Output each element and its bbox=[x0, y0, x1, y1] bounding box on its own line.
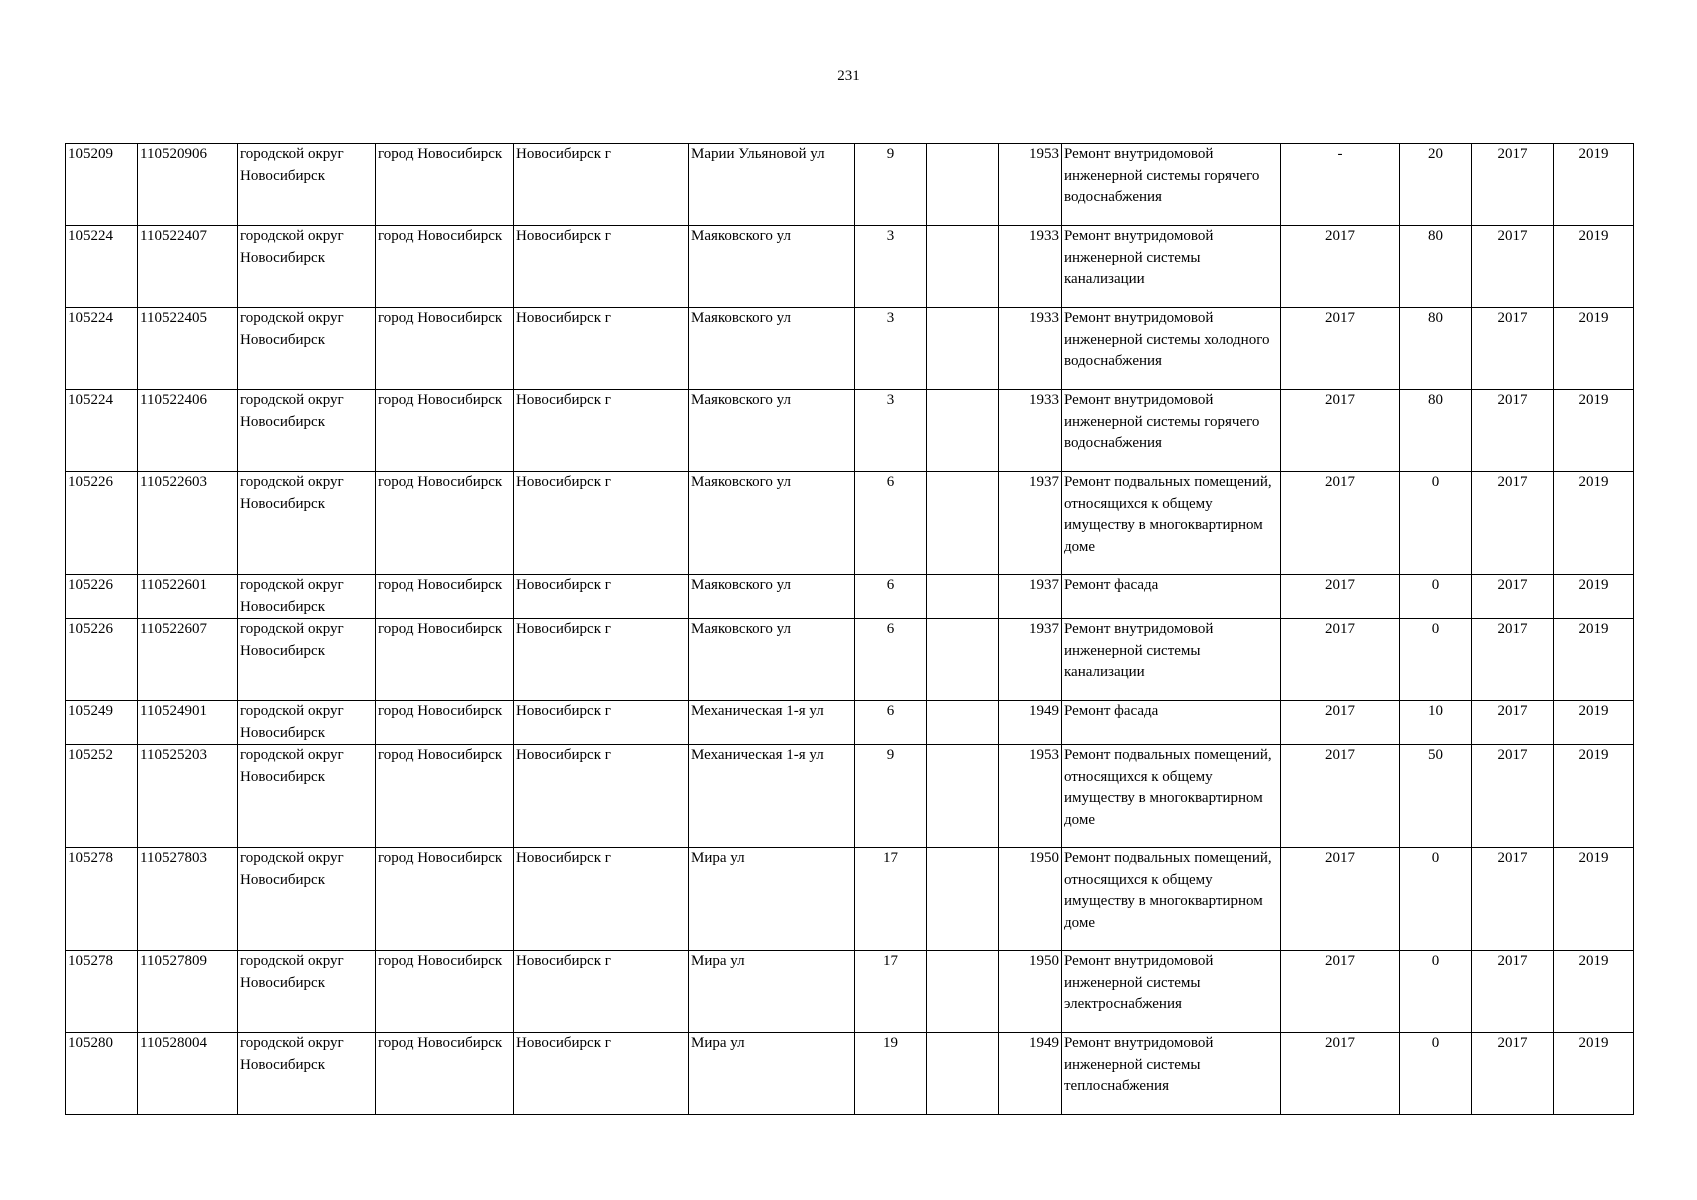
end-year-cell: 2019 bbox=[1554, 1033, 1634, 1115]
end-year-cell: 2019 bbox=[1554, 745, 1634, 848]
wear-percent-cell: 0 bbox=[1400, 575, 1472, 619]
year-built-cell: 1953 bbox=[999, 745, 1062, 848]
building-cell bbox=[927, 848, 999, 951]
house-number-cell: 3 bbox=[855, 308, 927, 390]
work-type-cell: Ремонт фасада bbox=[1062, 701, 1281, 745]
settlement-cell: город Новосибирск bbox=[376, 745, 514, 848]
wear-percent-cell: 10 bbox=[1400, 701, 1472, 745]
element-id-cell: 110522407 bbox=[138, 226, 238, 308]
building-cell bbox=[927, 619, 999, 701]
table-row bbox=[66, 951, 1634, 1033]
start-year-cell: 2017 bbox=[1472, 848, 1554, 951]
registry-table bbox=[65, 143, 1634, 1115]
last-repair-year-cell: 2017 bbox=[1281, 390, 1400, 472]
year-built-cell: 1953 bbox=[999, 144, 1062, 226]
building-cell bbox=[927, 1033, 999, 1115]
last-repair-year-cell: 2017 bbox=[1281, 701, 1400, 745]
house-number-cell: 17 bbox=[855, 951, 927, 1033]
row-id-cell: 105226 bbox=[66, 472, 138, 575]
row-id-cell: 105278 bbox=[66, 951, 138, 1033]
last-repair-year-cell: 2017 bbox=[1281, 848, 1400, 951]
start-year-cell: 2017 bbox=[1472, 1033, 1554, 1115]
street-cell: Маяковского ул bbox=[689, 390, 855, 472]
municipality-cell: городской округ Новосибирск bbox=[238, 390, 376, 472]
settlement-cell: город Новосибирск bbox=[376, 390, 514, 472]
element-id-cell: 110520906 bbox=[138, 144, 238, 226]
municipality-cell: городской округ Новосибирск bbox=[238, 472, 376, 575]
end-year-cell: 2019 bbox=[1554, 848, 1634, 951]
settlement-cell: город Новосибирск bbox=[376, 575, 514, 619]
last-repair-year-cell: 2017 bbox=[1281, 1033, 1400, 1115]
end-year-cell: 2019 bbox=[1554, 951, 1634, 1033]
element-id-cell: 110522406 bbox=[138, 390, 238, 472]
street-cell: Маяковского ул bbox=[689, 308, 855, 390]
house-number-cell: 6 bbox=[855, 619, 927, 701]
work-type-cell: Ремонт фасада bbox=[1062, 575, 1281, 619]
element-id-cell: 110528004 bbox=[138, 1033, 238, 1115]
settlement-cell: город Новосибирск bbox=[376, 701, 514, 745]
end-year-cell: 2019 bbox=[1554, 144, 1634, 226]
municipality-cell: городской округ Новосибирск bbox=[238, 144, 376, 226]
building-cell bbox=[927, 951, 999, 1033]
table-row bbox=[66, 1033, 1634, 1115]
wear-percent-cell: 50 bbox=[1400, 745, 1472, 848]
city-cell: Новосибирск г bbox=[514, 619, 689, 701]
work-type-cell: Ремонт внутридомовой инженерной системы теплоснабжения bbox=[1062, 1033, 1281, 1115]
end-year-cell: 2019 bbox=[1554, 701, 1634, 745]
city-cell: Новосибирск г bbox=[514, 308, 689, 390]
city-cell: Новосибирск г bbox=[514, 745, 689, 848]
start-year-cell: 2017 bbox=[1472, 619, 1554, 701]
building-cell bbox=[927, 701, 999, 745]
start-year-cell: 2017 bbox=[1472, 575, 1554, 619]
end-year-cell: 2019 bbox=[1554, 390, 1634, 472]
wear-percent-cell: 80 bbox=[1400, 308, 1472, 390]
settlement-cell: город Новосибирск bbox=[376, 951, 514, 1033]
last-repair-year-cell: 2017 bbox=[1281, 308, 1400, 390]
wear-percent-cell: 0 bbox=[1400, 619, 1472, 701]
year-built-cell: 1937 bbox=[999, 619, 1062, 701]
settlement-cell: город Новосибирск bbox=[376, 472, 514, 575]
element-id-cell: 110522405 bbox=[138, 308, 238, 390]
year-built-cell: 1949 bbox=[999, 701, 1062, 745]
row-id-cell: 105224 bbox=[66, 226, 138, 308]
end-year-cell: 2019 bbox=[1554, 226, 1634, 308]
city-cell: Новосибирск г bbox=[514, 848, 689, 951]
last-repair-year-cell: 2017 bbox=[1281, 472, 1400, 575]
element-id-cell: 110524901 bbox=[138, 701, 238, 745]
start-year-cell: 2017 bbox=[1472, 226, 1554, 308]
last-repair-year-cell: 2017 bbox=[1281, 226, 1400, 308]
element-id-cell: 110527809 bbox=[138, 951, 238, 1033]
house-number-cell: 9 bbox=[855, 144, 927, 226]
row-id-cell: 105209 bbox=[66, 144, 138, 226]
end-year-cell: 2019 bbox=[1554, 472, 1634, 575]
city-cell: Новосибирск г bbox=[514, 1033, 689, 1115]
work-type-cell: Ремонт внутридомовой инженерной системы канализации bbox=[1062, 619, 1281, 701]
street-cell: Мира ул bbox=[689, 848, 855, 951]
work-type-cell: Ремонт подвальных помещений, относящихся к общему имуществу в многоквартирном доме bbox=[1062, 472, 1281, 575]
settlement-cell: город Новосибирск bbox=[376, 619, 514, 701]
last-repair-year-cell: - bbox=[1281, 144, 1400, 226]
work-type-cell: Ремонт внутридомовой инженерной системы холодного водоснабжения bbox=[1062, 308, 1281, 390]
start-year-cell: 2017 bbox=[1472, 951, 1554, 1033]
house-number-cell: 3 bbox=[855, 390, 927, 472]
street-cell: Марии Ульяновой ул bbox=[689, 144, 855, 226]
street-cell: Механическая 1-я ул bbox=[689, 701, 855, 745]
page-number: 231 bbox=[837, 68, 860, 84]
settlement-cell: город Новосибирск bbox=[376, 144, 514, 226]
year-built-cell: 1937 bbox=[999, 472, 1062, 575]
city-cell: Новосибирск г bbox=[514, 144, 689, 226]
municipality-cell: городской округ Новосибирск bbox=[238, 1033, 376, 1115]
wear-percent-cell: 0 bbox=[1400, 472, 1472, 575]
row-id-cell: 105224 bbox=[66, 308, 138, 390]
table-row bbox=[66, 848, 1634, 951]
street-cell: Мира ул bbox=[689, 951, 855, 1033]
table-row bbox=[66, 390, 1634, 472]
building-cell bbox=[927, 575, 999, 619]
year-built-cell: 1933 bbox=[999, 308, 1062, 390]
element-id-cell: 110525203 bbox=[138, 745, 238, 848]
table-row bbox=[66, 226, 1634, 308]
table-row bbox=[66, 745, 1634, 848]
wear-percent-cell: 0 bbox=[1400, 1033, 1472, 1115]
table-row bbox=[66, 472, 1634, 575]
wear-percent-cell: 20 bbox=[1400, 144, 1472, 226]
work-type-cell: Ремонт внутридомовой инженерной системы горячего водоснабжения bbox=[1062, 390, 1281, 472]
municipality-cell: городской округ Новосибирск bbox=[238, 619, 376, 701]
row-id-cell: 105278 bbox=[66, 848, 138, 951]
house-number-cell: 9 bbox=[855, 745, 927, 848]
municipality-cell: городской округ Новосибирск bbox=[238, 308, 376, 390]
row-id-cell: 105224 bbox=[66, 390, 138, 472]
start-year-cell: 2017 bbox=[1472, 701, 1554, 745]
city-cell: Новосибирск г bbox=[514, 472, 689, 575]
street-cell: Маяковского ул bbox=[689, 472, 855, 575]
element-id-cell: 110522601 bbox=[138, 575, 238, 619]
street-cell: Маяковского ул bbox=[689, 619, 855, 701]
municipality-cell: городской округ Новосибирск bbox=[238, 848, 376, 951]
work-type-cell: Ремонт внутридомовой инженерной системы горячего водоснабжения bbox=[1062, 144, 1281, 226]
city-cell: Новосибирск г bbox=[514, 226, 689, 308]
work-type-cell: Ремонт подвальных помещений, относящихся к общему имуществу в многоквартирном доме bbox=[1062, 848, 1281, 951]
work-type-cell: Ремонт внутридомовой инженерной системы электроснабжения bbox=[1062, 951, 1281, 1033]
row-id-cell: 105280 bbox=[66, 1033, 138, 1115]
element-id-cell: 110522603 bbox=[138, 472, 238, 575]
building-cell bbox=[927, 472, 999, 575]
last-repair-year-cell: 2017 bbox=[1281, 745, 1400, 848]
table-row bbox=[66, 308, 1634, 390]
building-cell bbox=[927, 745, 999, 848]
building-cell bbox=[927, 226, 999, 308]
year-built-cell: 1933 bbox=[999, 226, 1062, 308]
settlement-cell: город Новосибирск bbox=[376, 848, 514, 951]
municipality-cell: городской округ Новосибирск bbox=[238, 575, 376, 619]
city-cell: Новосибирск г bbox=[514, 951, 689, 1033]
year-built-cell: 1949 bbox=[999, 1033, 1062, 1115]
end-year-cell: 2019 bbox=[1554, 575, 1634, 619]
settlement-cell: город Новосибирск bbox=[376, 308, 514, 390]
house-number-cell: 19 bbox=[855, 1033, 927, 1115]
year-built-cell: 1950 bbox=[999, 848, 1062, 951]
house-number-cell: 6 bbox=[855, 575, 927, 619]
street-cell: Механическая 1-я ул bbox=[689, 745, 855, 848]
settlement-cell: город Новосибирск bbox=[376, 226, 514, 308]
city-cell: Новосибирск г bbox=[514, 701, 689, 745]
end-year-cell: 2019 bbox=[1554, 308, 1634, 390]
row-id-cell: 105226 bbox=[66, 575, 138, 619]
house-number-cell: 6 bbox=[855, 472, 927, 575]
table-row bbox=[66, 701, 1634, 745]
start-year-cell: 2017 bbox=[1472, 144, 1554, 226]
end-year-cell: 2019 bbox=[1554, 619, 1634, 701]
wear-percent-cell: 80 bbox=[1400, 390, 1472, 472]
building-cell bbox=[927, 390, 999, 472]
municipality-cell: городской округ Новосибирск bbox=[238, 745, 376, 848]
house-number-cell: 17 bbox=[855, 848, 927, 951]
start-year-cell: 2017 bbox=[1472, 308, 1554, 390]
start-year-cell: 2017 bbox=[1472, 745, 1554, 848]
row-id-cell: 105249 bbox=[66, 701, 138, 745]
wear-percent-cell: 0 bbox=[1400, 848, 1472, 951]
start-year-cell: 2017 bbox=[1472, 390, 1554, 472]
row-id-cell: 105252 bbox=[66, 745, 138, 848]
element-id-cell: 110527803 bbox=[138, 848, 238, 951]
table-row bbox=[66, 619, 1634, 701]
table-row bbox=[66, 144, 1634, 226]
year-built-cell: 1937 bbox=[999, 575, 1062, 619]
house-number-cell: 3 bbox=[855, 226, 927, 308]
building-cell bbox=[927, 144, 999, 226]
table-row bbox=[66, 575, 1634, 619]
last-repair-year-cell: 2017 bbox=[1281, 575, 1400, 619]
work-type-cell: Ремонт внутридомовой инженерной системы канализации bbox=[1062, 226, 1281, 308]
row-id-cell: 105226 bbox=[66, 619, 138, 701]
last-repair-year-cell: 2017 bbox=[1281, 619, 1400, 701]
street-cell: Маяковского ул bbox=[689, 575, 855, 619]
last-repair-year-cell: 2017 bbox=[1281, 951, 1400, 1033]
work-type-cell: Ремонт подвальных помещений, относящихся к общему имуществу в многоквартирном доме bbox=[1062, 745, 1281, 848]
municipality-cell: городской округ Новосибирск bbox=[238, 701, 376, 745]
street-cell: Мира ул bbox=[689, 1033, 855, 1115]
municipality-cell: городской округ Новосибирск bbox=[238, 226, 376, 308]
city-cell: Новосибирск г bbox=[514, 390, 689, 472]
start-year-cell: 2017 bbox=[1472, 472, 1554, 575]
city-cell: Новосибирск г bbox=[514, 575, 689, 619]
wear-percent-cell: 80 bbox=[1400, 226, 1472, 308]
year-built-cell: 1933 bbox=[999, 390, 1062, 472]
municipality-cell: городской округ Новосибирск bbox=[238, 951, 376, 1033]
house-number-cell: 6 bbox=[855, 701, 927, 745]
building-cell bbox=[927, 308, 999, 390]
wear-percent-cell: 0 bbox=[1400, 951, 1472, 1033]
element-id-cell: 110522607 bbox=[138, 619, 238, 701]
settlement-cell: город Новосибирск bbox=[376, 1033, 514, 1115]
street-cell: Маяковского ул bbox=[689, 226, 855, 308]
year-built-cell: 1950 bbox=[999, 951, 1062, 1033]
